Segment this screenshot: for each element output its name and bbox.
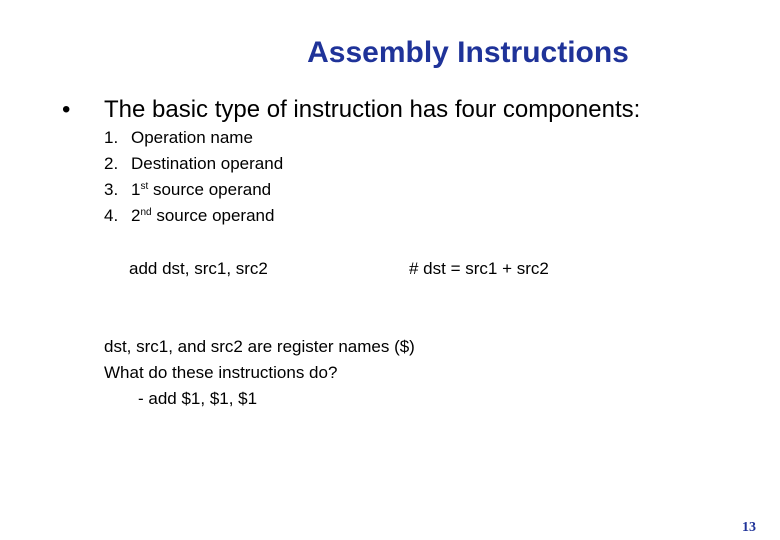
code-instruction: add dst, src1, src2 (129, 259, 268, 278)
note-line: - add $1, $1, $1 (138, 389, 258, 408)
notes-block (104, 337, 415, 415)
list-number: 1. (104, 128, 119, 147)
code-comment: # dst = src1 + src2 (409, 259, 549, 278)
list-number: 2. (104, 154, 119, 173)
note-line: dst, src1, and src2 are register names ($) (104, 337, 415, 356)
note-line: What do these instructions do? (104, 363, 338, 382)
bullet-marker: • (62, 96, 71, 123)
list-text: Operation name (131, 128, 253, 147)
bullet-text: The basic type of instruction has four components: (104, 96, 641, 123)
list-number: 3. (104, 180, 119, 199)
ordinal-suffix: st (140, 181, 149, 192)
list-text: 1st source operand (131, 180, 272, 199)
list-text: Destination operand (131, 154, 284, 173)
ordinal-suffix: nd (140, 207, 152, 218)
list-number: 4. (104, 206, 119, 225)
page-number: 13 (742, 520, 756, 535)
list-text: 2nd source operand (131, 206, 275, 225)
slide-title: Assembly Instructions (307, 36, 629, 69)
